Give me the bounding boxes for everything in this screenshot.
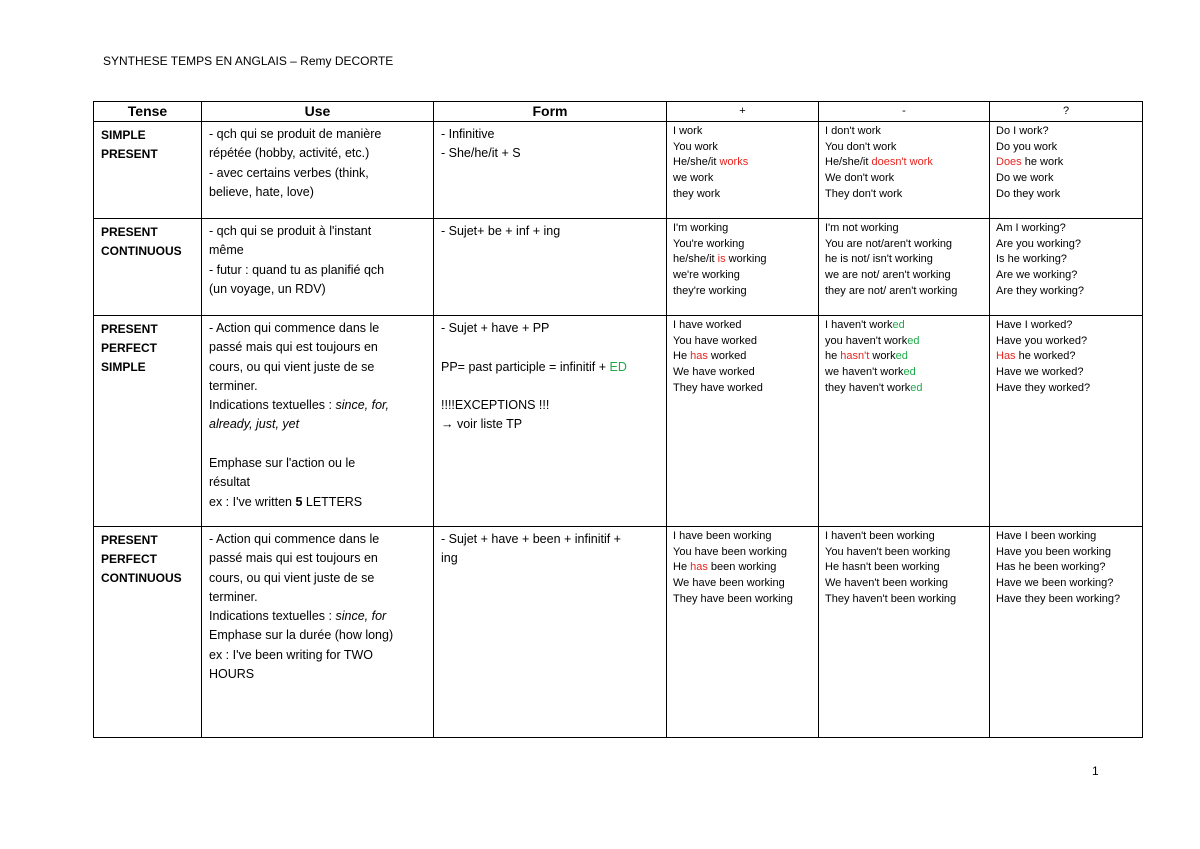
table-row [94, 219, 1143, 316]
form-cell: - Sujet+ be + inf + ing [434, 219, 667, 316]
positive-cell: I work You work He/she/it works we work they work [667, 122, 819, 219]
negative-cell: I'm not working You are not/aren't working he is not/ isn't working we are not/ aren't working they are not/ aren't working [819, 219, 990, 316]
tense-summary-table [93, 101, 1143, 738]
table-header-row [94, 102, 1143, 122]
header-positive: + [667, 102, 819, 122]
tense-cell: PRESENT PERFECT CONTINUOUS [94, 527, 202, 738]
positive-cell: I have been working You have been working He has been working We have been working They have been working [667, 527, 819, 738]
document-title: SYNTHESE TEMPS EN ANGLAIS – Remy DECORTE [103, 54, 394, 68]
header-question: ? [990, 102, 1143, 122]
tense-cell: PRESENT PERFECT SIMPLE [94, 316, 202, 527]
negative-cell: I don't work You don't work He/she/it doesn't work We don't work They don't work [819, 122, 990, 219]
positive-cell: I'm working You're working he/she/it is working we're working they're working [667, 219, 819, 316]
table-row [94, 316, 1143, 527]
right-arrow-icon: → [441, 417, 454, 432]
positive-cell: I have worked You have worked He has worked We have worked They have worked [667, 316, 819, 527]
tense-cell: PRESENT CONTINUOUS [94, 219, 202, 316]
form-cell: - Sujet + have + PP PP= past participle = infinitif + ED !!!!EXCEPTIONS !!! → voir liste TP [434, 316, 667, 527]
use-cell: - qch qui se produit de manière répétée (hobby, activité, etc.) - avec certains verbes (think, believe, hate, love) [202, 122, 434, 219]
table-row [94, 527, 1143, 738]
question-cell: Have I been working Have you been working Has he been working? Have we been working? Have they been working? [990, 527, 1143, 738]
negative-cell: I haven't been working You haven't been working He hasn't been working We haven't been working They haven't been working [819, 527, 990, 738]
form-cell: - Sujet + have + been + infinitif + ing [434, 527, 667, 738]
question-cell: Do I work? Do you work Does he work Do we work Do they work [990, 122, 1143, 219]
header-use: Use [202, 102, 434, 122]
question-cell: Am I working? Are you working? Is he working? Are we working? Are they working? [990, 219, 1143, 316]
page-number: 1 [1092, 764, 1099, 778]
negative-cell: I haven't worked you haven't worked he hasn't worked we haven't worked they haven't worked [819, 316, 990, 527]
tense-cell: SIMPLE PRESENT [94, 122, 202, 219]
use-cell: - qch qui se produit à l'instant même - futur : quand tu as planifié qch (un voyage, un RDV) [202, 219, 434, 316]
header-form: Form [434, 102, 667, 122]
use-cell: - Action qui commence dans le passé mais qui est toujours en cours, ou qui vient juste de se terminer. Indications textuelles : since, for, already, just, yet Emphase sur l'action ou le résultat ex : I've written 5 LETTERS [202, 316, 434, 527]
header-tense: Tense [94, 102, 202, 122]
header-negative: - [819, 102, 990, 122]
use-cell: - Action qui commence dans le passé mais qui est toujours en cours, ou qui vient juste de se terminer. Indications textuelles : since, for Emphase sur la durée (how long) ex : I've been writing for TWO HOURS [202, 527, 434, 738]
question-cell: Have I worked? Have you worked? Has he worked? Have we worked? Have they worked? [990, 316, 1143, 527]
form-cell: - Infinitive - She/he/it + S [434, 122, 667, 219]
table-row [94, 122, 1143, 219]
